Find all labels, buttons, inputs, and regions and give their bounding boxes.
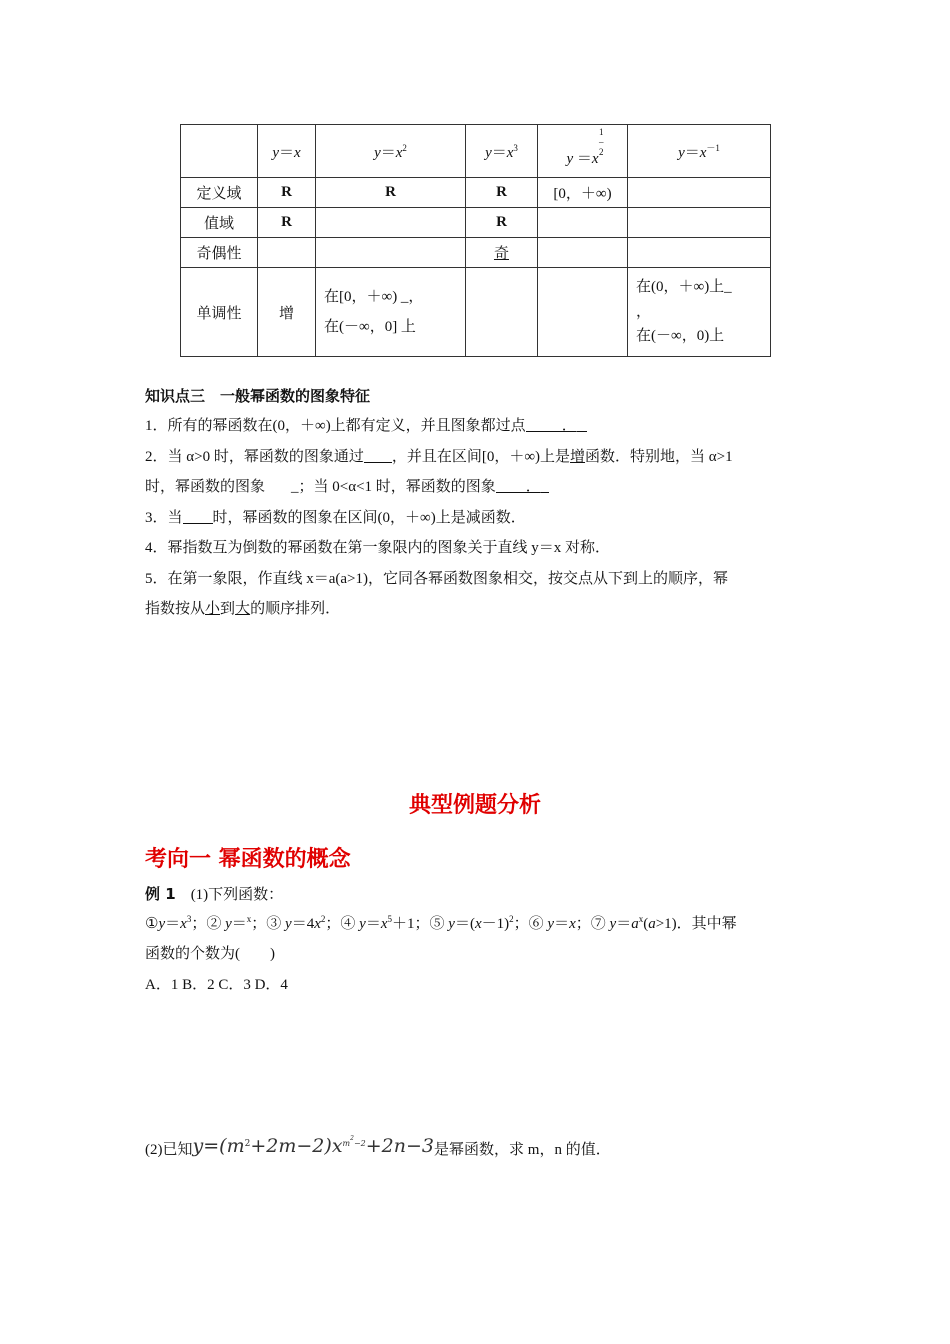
- cell: [538, 208, 628, 238]
- table-row-domain: [181, 178, 771, 208]
- paragraph-2-cont: 时，幂函数的图象 _；当 0<α<1 时，幂函数的图象 ．: [145, 477, 549, 497]
- cell: [628, 238, 771, 268]
- cell: 增: [258, 268, 316, 357]
- cell-line: 在[0，＋∞) _，: [324, 289, 424, 305]
- cell: [316, 238, 466, 268]
- header-y-x-inverse: $y=x^{-1}$: [628, 125, 771, 178]
- example-label-line: 例 1 (1)下列函数：: [145, 885, 284, 903]
- table-corner-cell: [181, 125, 258, 178]
- example-label: 例 1: [145, 885, 176, 903]
- example-part-2: (2)已知$y=(m^2+2m-2)x^{m^2-2}+2n-3$是幂函数，求 m，n 的值．: [145, 1135, 611, 1158]
- header-y-x3: $y=x^3$: [466, 125, 538, 178]
- cell: [258, 238, 316, 268]
- paragraph-5: 5．在第一象限，作直线 x＝a(a>1)，它同各幂函数图象相交，按交点从下到上的顺序，幂: [145, 571, 729, 587]
- row-label: 定义域: [181, 178, 258, 208]
- cell: [628, 268, 771, 357]
- table-row-range: [181, 208, 771, 238]
- section-title: 知识点三 一般幂函数的图象特征: [145, 387, 371, 405]
- cell: [0，＋∞): [538, 178, 628, 208]
- example-question-line: 函数的个数为( ): [145, 946, 275, 962]
- table-row-monotonicity: [181, 268, 771, 357]
- cell: R: [316, 178, 466, 208]
- cell: [538, 238, 628, 268]
- cell: [316, 208, 466, 238]
- cell-line: ，: [636, 304, 652, 320]
- paragraph-2: 2．当 α>0 时，幂函数的图象通过 ，并且在区间[0，＋∞)上是增函数．特别地，当 α>1: [145, 449, 733, 465]
- formula-image: $y=(m^2+2m-2)x^{m^2-2}+2n-3$: [192, 1135, 435, 1157]
- example-options: A．1 B．2 C．3 D．4: [145, 977, 288, 993]
- paragraph-1: 1．所有的幂函数在(0，＋∞)上都有定义，并且图象都过点 ．: [145, 416, 587, 436]
- paragraph-4: 4．幂指数互为倒数的幂函数在第一象限内的图象关于直线 y＝x 对称．: [145, 540, 611, 556]
- header-y-sqrt-x: y ＝x 1 – 2: [538, 125, 628, 178]
- main-heading: 典型例题分析: [408, 793, 541, 818]
- table-row-parity: [181, 238, 771, 268]
- cell: R: [466, 178, 538, 208]
- row-label: 单调性: [181, 268, 258, 357]
- cell: R: [258, 178, 316, 208]
- row-label: 值域: [181, 208, 258, 238]
- cell: [628, 178, 771, 208]
- cell: [466, 268, 538, 357]
- cell: 奇: [466, 238, 538, 268]
- table-header-row: [181, 125, 771, 178]
- paragraph-3: 3．当 时，幂函数的图象在区间(0，＋∞)上是减函数．: [145, 510, 526, 526]
- cell-line: 在(－∞，0] 上: [324, 319, 416, 335]
- cell-line: 在(－∞，0)上: [636, 328, 725, 344]
- header-y-x: y＝x: [258, 125, 316, 178]
- header-y-x2: $y=x^2$: [316, 125, 466, 178]
- example-function-list: $①y=x^3$；② y＝$^x$；③ $y=4x^2$；④ $y=x^5+1$；⑤ $y=(x-1)^2$；⑥ y＝x；⑦ $y=a^x(a>1)$．其中幂: [145, 914, 737, 932]
- cell: [538, 268, 628, 357]
- row-label: 奇偶性: [181, 238, 258, 268]
- cell-line: 在(0，＋∞)上_: [636, 279, 732, 295]
- paragraph-5-cont: 指数按从小到大的顺序排列．: [145, 601, 341, 617]
- power-function-table: [180, 124, 771, 357]
- cell: [628, 208, 771, 238]
- cell: R: [258, 208, 316, 238]
- cell: [316, 268, 466, 357]
- sub-heading: 考向一 幂函数的概念: [145, 847, 351, 872]
- cell: R: [466, 208, 538, 238]
